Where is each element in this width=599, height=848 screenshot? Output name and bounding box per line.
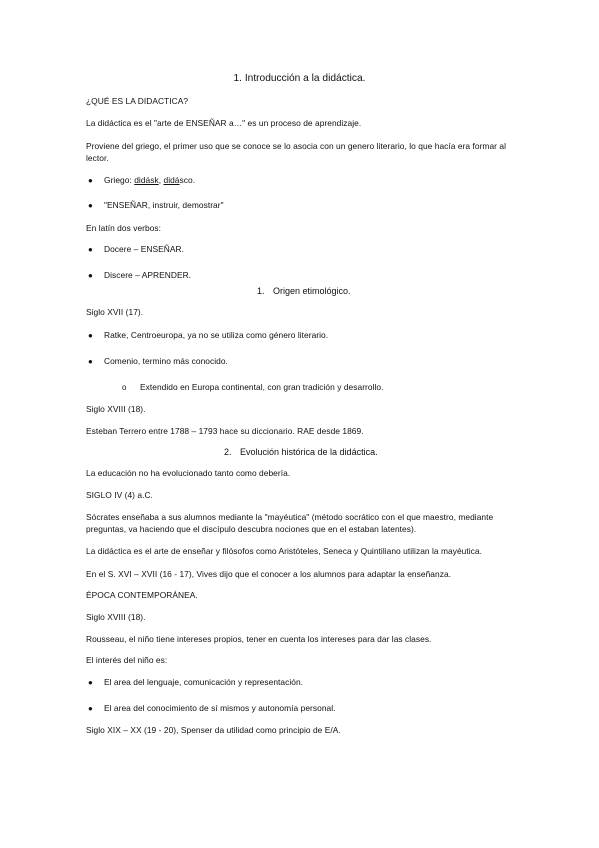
list-item-conocimiento: El area del conocimiento de sí mismos y autonomía personal.: [104, 703, 336, 713]
bullet-icon: ●: [88, 678, 93, 687]
paragraph-esteban: Esteban Terrero entre 1788 – 1793 hace su diccionario. RAE desde 1869.: [86, 426, 364, 436]
griego-word-1: didásk: [134, 175, 159, 185]
section-1-number: 1.: [257, 286, 265, 296]
bullet-icon: ●: [88, 704, 93, 713]
page-title: 1. Introducción a la didáctica.: [233, 73, 366, 84]
paragraph-siglo-18-b: Siglo XVIII (18).: [86, 612, 146, 622]
heading-que-es: ¿QUÉ ES LA DIDACTICA?: [86, 96, 189, 106]
paragraph-educacion: La educación no ha evolucionado tanto como debería.: [86, 468, 291, 478]
paragraph-epoca: ÉPOCA CONTEMPORÁNEA.: [86, 590, 198, 600]
list-item-discere: Discere – APRENDER.: [104, 270, 192, 280]
griego-label: Griego:: [104, 175, 135, 185]
paragraph-interes: El interés del niño es:: [86, 655, 168, 665]
paragraph-arte-2: La didáctica es el arte de enseñar y filósofos como Aristóteles, Seneca y Quintiliano utilizan la mayéutica.: [86, 546, 482, 556]
bullet-icon: ●: [88, 245, 93, 254]
paragraph-latin: En latín dos verbos:: [86, 223, 162, 233]
list-item-docere: Docere – ENSEÑAR.: [104, 244, 184, 254]
sub-bullet-icon: o: [122, 383, 127, 392]
list-item-griego: [104, 175, 534, 187]
paragraph-siglo-17: Siglo XVII (17).: [86, 307, 144, 317]
bullet-icon: ●: [88, 271, 93, 280]
section-2-title: Evolución histórica de la didáctica.: [240, 447, 378, 457]
paragraph-proviene: Proviene del griego, el primer uso que se conoce se lo asocia con un genero literario, lo que hacía era formar al lector.: [86, 141, 506, 163]
section-1-title: Origen etimológico.: [273, 286, 351, 296]
list-item-comenio: Comenio, termino más conocido.: [104, 356, 228, 366]
bullet-icon: ●: [88, 176, 93, 185]
griego-sep: ,: [158, 175, 164, 185]
paragraph-siglo-4: SIGLO IV (4) a.C.: [86, 490, 153, 500]
paragraph-siglo-19: Siglo XIX – XX (19 - 20), Spenser da utilidad como principio de E/A.: [86, 725, 341, 735]
list-item-ratke: Ratke, Centroeuropa, ya no se utiliza como género literario.: [104, 330, 329, 340]
paragraph-vives: En el S. XVI – XVII (16 - 17), Vives dijo que el conocer a los alumnos para adaptar la enseñanza.: [86, 569, 452, 579]
griego-tail: sco.: [179, 175, 196, 185]
paragraph-rousseau: Rousseau, el niño tiene intereses propios, tener en cuenta los intereses para dar las clases.: [86, 634, 432, 644]
list-item-extendido: Extendido en Europa continental, con gran tradición y desarrollo.: [140, 382, 384, 392]
list-item-lenguaje: El area del lenguaje, comunicación y representación.: [104, 677, 304, 687]
bullet-icon: ●: [88, 201, 93, 210]
griego-word-2: didá: [163, 175, 180, 185]
bullet-icon: ●: [88, 357, 93, 366]
bullet-icon: ●: [88, 331, 93, 340]
section-2-number: 2.: [224, 447, 232, 457]
paragraph-socrates: Sócrates enseñaba a sus alumnos mediante la "mayéutica" (método socrático con el que maestro, mediante preguntas, va haciendo que el discípulo descubra nociones que en el estaban latentes).: [86, 512, 494, 534]
paragraph-arte: La didáctica es el "arte de ENSEÑAR a…" es un proceso de aprendizaje.: [86, 118, 362, 128]
paragraph-siglo-18-a: Siglo XVIII (18).: [86, 404, 146, 414]
list-item-ensenar: "ENSEÑAR, instruir, demostrar": [104, 200, 224, 210]
